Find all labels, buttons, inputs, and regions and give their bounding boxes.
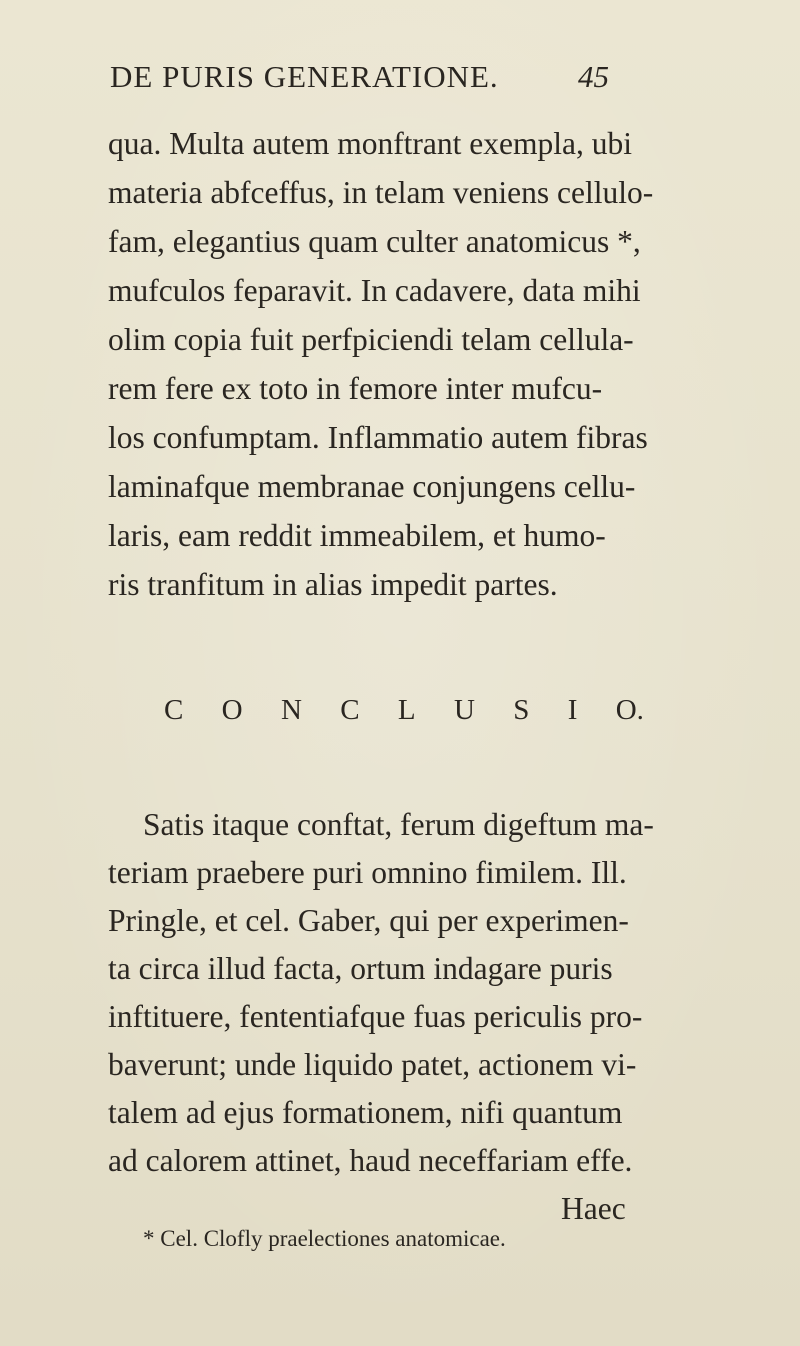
heading-letter: L: [397, 694, 416, 726]
footnote: * Cel. Clofly praelectiones anatomicae.: [143, 1226, 506, 1251]
text-line: ta circa illud facta, ortum indagare puris: [108, 951, 613, 986]
heading-letter: U: [453, 694, 475, 726]
text-line: Satis itaque conftat, ferum digeftum ma-: [143, 807, 654, 842]
text-line: olim copia fuit perfpiciendi telam cellula-: [108, 322, 634, 357]
text-line: teriam praebere puri omnino fimilem. Ill.: [108, 855, 627, 890]
text-line: mufculos feparavit. In cadavere, data mihi: [108, 273, 641, 308]
heading-letter: I: [567, 694, 578, 726]
heading-letter: C: [340, 694, 360, 726]
text-line: fam, elegantius quam culter anatomicus *,: [108, 224, 641, 259]
running-header: [110, 52, 670, 102]
text-line: laris, eam reddit immeabilem, et humo-: [108, 518, 606, 553]
text-line: rem fere ex toto in femore inter mufcu-: [108, 371, 603, 406]
heading-letter: N: [280, 694, 302, 726]
text-line: materia abfceffus, in telam veniens cellulo-: [108, 175, 654, 210]
text-line: Pringle, et cel. Gaber, qui per experimen-: [108, 903, 629, 938]
text-line: talem ad ejus formationem, nifi quantum: [108, 1095, 623, 1130]
heading-letter: O: [221, 694, 243, 726]
catchword: Haec: [561, 1191, 626, 1226]
heading-letter: O.: [615, 694, 644, 726]
text-line: los confumptam. Inflammatio autem fibras: [108, 420, 648, 455]
text-line: inftituere, fententiafque fuas periculis pro-: [108, 999, 643, 1034]
page-number: 45: [578, 59, 609, 94]
running-title: DE PURIS GENERATIONE.: [110, 59, 499, 94]
heading-letter: C: [164, 694, 184, 726]
text-line: ris tranfitum in alias impedit partes.: [108, 567, 558, 602]
section-heading: [164, 690, 644, 730]
text-line: qua. Multa autem monftrant exempla, ubi: [108, 126, 632, 161]
text-line: baverunt; unde liquido patet, actionem vi-: [108, 1047, 637, 1082]
text-line: ad calorem attinet, haud neceffariam effe.: [108, 1143, 633, 1178]
heading-letter: S: [513, 694, 530, 726]
text-line: laminafque membranae conjungens cellu-: [108, 469, 636, 504]
